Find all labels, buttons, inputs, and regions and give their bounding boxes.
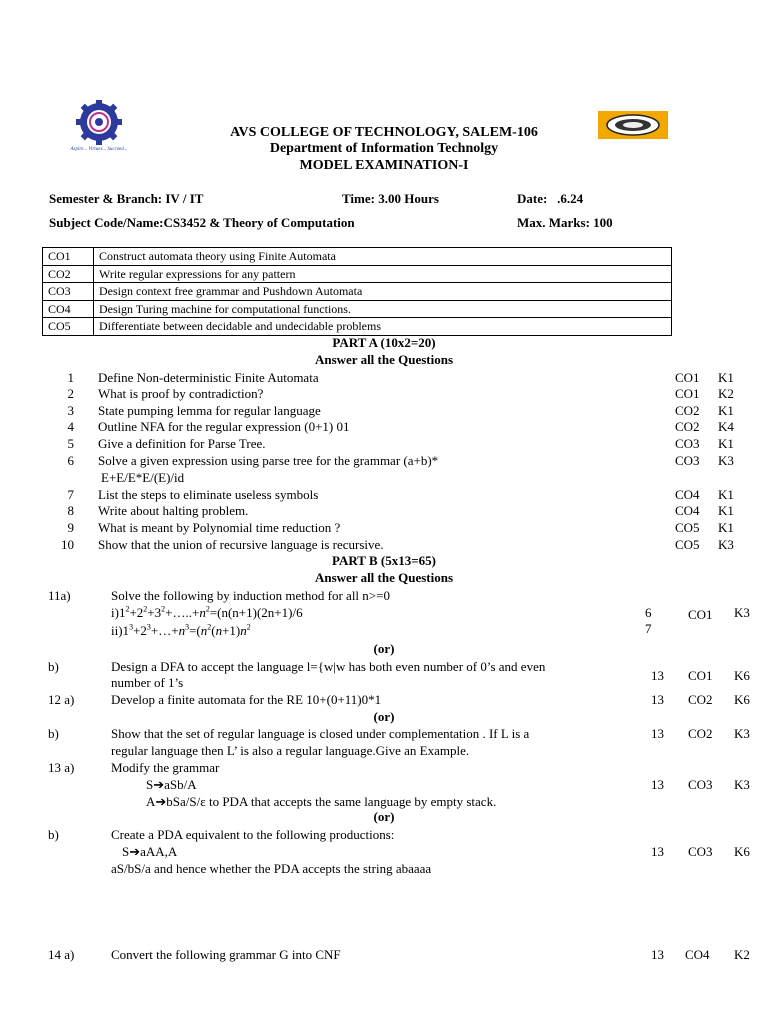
- q13a-co: CO3: [688, 777, 713, 792]
- q-text: Write about halting problem.: [98, 503, 249, 518]
- table-row: [43, 283, 672, 301]
- question-continuation: [0, 469, 768, 486]
- q-k: K1: [718, 487, 734, 502]
- grammar-lhs: S: [146, 777, 154, 792]
- table-row: [43, 300, 672, 318]
- q12a-co: CO2: [688, 692, 713, 707]
- q-number: 4: [67, 419, 74, 434]
- q13a-k: K3: [734, 777, 750, 792]
- question-row: [0, 452, 768, 469]
- co-code: CO1: [43, 248, 94, 266]
- q14a-k: K2: [734, 947, 750, 962]
- q14a-number: 14 a): [48, 947, 75, 962]
- arrow-icon: ➔: [153, 777, 165, 792]
- q11b-text-1: Design a DFA to accept the language l={w|w has both even number of 0’s and even: [111, 659, 546, 674]
- q-co: CO1: [675, 370, 700, 385]
- q12b-text-1: Show that the set of regular language is closed under complementation . If L is a: [111, 726, 530, 741]
- part-b-subtitle: Answer all the Questions: [314, 570, 454, 585]
- exam-title: MODEL EXAMINATION-I: [299, 158, 469, 173]
- q14a-co: CO4: [685, 947, 710, 962]
- q-text: Define Non-deterministic Finite Automata: [98, 370, 319, 385]
- question-row: [0, 385, 768, 402]
- exam-date: Date: .6.24: [517, 191, 584, 206]
- question-row: [0, 536, 768, 553]
- q12b-marks: 13: [651, 726, 664, 741]
- co-code: CO3: [43, 283, 94, 301]
- q-k: K1: [718, 403, 734, 418]
- q-co: CO5: [675, 520, 700, 535]
- question-row: [0, 486, 768, 503]
- q-co: CO4: [675, 487, 700, 502]
- q-co: CO2: [675, 403, 700, 418]
- q13a-text-3: [146, 793, 496, 810]
- question-row: [0, 418, 768, 435]
- q11a-marks-1: 6: [645, 605, 652, 620]
- co-code: CO4: [43, 300, 94, 318]
- q-k: K1: [718, 370, 734, 385]
- q12b-co: CO2: [688, 726, 713, 741]
- table-row: [43, 265, 672, 283]
- q11a-formula-1: $i)1^2+2^2+3^2+\dots..+n^2=(n(n+1)(2n+1)/6$: [111, 604, 303, 620]
- q-number: 2: [67, 386, 74, 401]
- q13b-k: K6: [734, 844, 750, 859]
- q13a-text-1: Modify the grammar: [111, 760, 220, 775]
- semester-branch: Semester & Branch: IV / IT: [49, 191, 204, 206]
- college-name: AVS COLLEGE OF TECHNOLOGY, SALEM-106: [230, 125, 538, 140]
- q-co: CO4: [675, 503, 700, 518]
- table-row: [43, 318, 672, 336]
- q11a-co: CO1: [688, 607, 713, 622]
- co-text: Design context free grammar and Pushdown Automata: [94, 283, 672, 301]
- q-number: 8: [67, 503, 74, 518]
- q-k: K3: [718, 537, 734, 552]
- q13b-text-2: [122, 843, 177, 860]
- q-number: 7: [67, 487, 74, 502]
- grammar-rhs: bSa/S/ε to PDA that accepts the same language by empty stack.: [166, 794, 497, 809]
- q13b-text-1: Create a PDA equivalent to the following productions:: [111, 827, 395, 842]
- or-separator: (or): [373, 709, 395, 724]
- co-text: Write regular expressions for any pattern: [94, 265, 672, 283]
- q-text: Solve a given expression using parse tree for the grammar (a+b)*: [98, 453, 439, 468]
- co-text: Design Turing machine for computational functions.: [94, 300, 672, 318]
- q-k: K1: [718, 436, 734, 451]
- q-number: 5: [67, 436, 74, 451]
- q-text: What is proof by contradiction?: [98, 386, 264, 401]
- q11b-co: CO1: [688, 668, 713, 683]
- q-k: K3: [718, 453, 734, 468]
- q-number: 6: [67, 453, 74, 468]
- course-outcomes-table: [42, 247, 672, 336]
- q-co: CO2: [675, 419, 700, 434]
- max-marks: Max. Marks: 100: [517, 215, 613, 230]
- co-code: CO2: [43, 265, 94, 283]
- q-co: CO1: [675, 386, 700, 401]
- q13a-number: 13 a): [48, 760, 75, 775]
- q13b-marks: 13: [651, 844, 664, 859]
- q-text: What is meant by Polynomial time reduction ?: [98, 520, 341, 535]
- part-a-subtitle: Answer all the Questions: [314, 352, 454, 367]
- q12b-number: b): [48, 726, 59, 741]
- q-text: Give a definition for Parse Tree.: [98, 436, 266, 451]
- q12a-marks: 13: [651, 692, 664, 707]
- arrow-icon: ➔: [129, 844, 141, 859]
- q-k: K2: [718, 386, 734, 401]
- q11b-text-2: number of 1’s: [111, 675, 184, 690]
- q-text: List the steps to eliminate useless symbols: [98, 487, 319, 502]
- q12a-text: Develop a finite automata for the RE 10+(0+11)0*1: [111, 692, 382, 707]
- q14a-text: Convert the following grammar G into CNF: [111, 947, 341, 962]
- department-name: Department of Information Technolgy: [269, 141, 499, 156]
- q-text: Show that the union of recursive language is recursive.: [98, 537, 384, 552]
- grammar-rhs: aAA,A: [140, 844, 178, 859]
- co-text: Differentiate between decidable and undecidable problems: [94, 318, 672, 336]
- q-k: K1: [718, 520, 734, 535]
- question-row: [0, 369, 768, 386]
- q13b-number: b): [48, 827, 59, 842]
- q13b-co: CO3: [688, 844, 713, 859]
- q-number: 9: [67, 520, 74, 535]
- part-a-title: PART A (10x2=20): [332, 335, 436, 350]
- exam-time: Time: 3.00 Hours: [342, 191, 439, 206]
- co-code: CO5: [43, 318, 94, 336]
- q11a-text: Solve the following by induction method for all n>=0: [111, 588, 390, 603]
- q11a-number: 11a): [48, 588, 71, 603]
- q-text: E+E/E*E/(E)/id: [101, 470, 185, 485]
- q13a-marks: 13: [651, 777, 664, 792]
- question-row: [0, 435, 768, 452]
- q-number: 3: [67, 403, 74, 418]
- or-separator: (or): [373, 809, 395, 824]
- q-k: K4: [718, 419, 734, 434]
- q11a-formula-2: $ii)1^3+2^3+\dots+n^3=(n^2(n+1)n^2$: [111, 622, 251, 638]
- q11a-k: K3: [734, 605, 750, 620]
- q12b-k: K3: [734, 726, 750, 741]
- subject: Subject Code/Name:CS3452 & Theory of Computation: [49, 215, 355, 230]
- svg-text:Aspire... Virtues... Succeed..: Aspire... Virtues... Succeed...: [70, 147, 128, 152]
- q-number: 1: [67, 370, 74, 385]
- question-row: [0, 402, 768, 419]
- q12a-number: 12 a): [48, 692, 75, 707]
- q-co: CO3: [675, 453, 700, 468]
- q-number: 10: [61, 537, 74, 552]
- q12b-text-2: regular language then L’ is also a regular language.Give an Example.: [111, 743, 470, 758]
- q-co: CO5: [675, 537, 700, 552]
- or-separator: (or): [373, 641, 395, 656]
- q14a-marks: 13: [651, 947, 664, 962]
- grammar-rhs: aSb/A: [164, 777, 197, 792]
- question-row: [0, 519, 768, 536]
- co-text: Construct automata theory using Finite Automata: [94, 248, 672, 266]
- q-text: State pumping lemma for regular language: [98, 403, 321, 418]
- table-row: [43, 248, 672, 266]
- q11b-k: K6: [734, 668, 750, 683]
- q11a-marks-2: 7: [645, 621, 652, 636]
- arrow-icon: ➔: [155, 794, 167, 809]
- q-k: K1: [718, 503, 734, 518]
- q13b-text-3: aS/bS/a and hence whether the PDA accepts the string abaaaa: [111, 861, 432, 876]
- grammar-lhs: A: [146, 794, 156, 809]
- q11b-marks: 13: [651, 668, 664, 683]
- question-row: [0, 502, 768, 519]
- q-text: Outline NFA for the regular expression (0+1) 01: [98, 419, 350, 434]
- q12a-k: K6: [734, 692, 750, 707]
- q13a-text-2: [146, 776, 197, 793]
- part-b-title: PART B (5x13=65): [332, 553, 436, 568]
- grammar-lhs: S: [122, 844, 130, 859]
- q-co: CO3: [675, 436, 700, 451]
- q11b-number: b): [48, 659, 59, 674]
